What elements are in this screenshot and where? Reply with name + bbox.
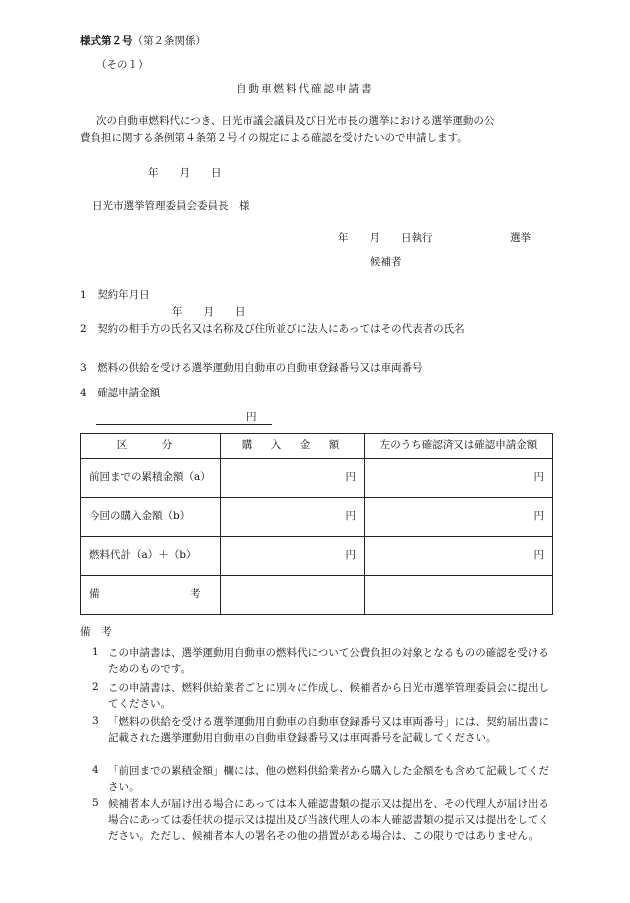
application-date: 年 月 日	[148, 167, 222, 179]
remark-number: 4	[92, 764, 99, 776]
remarks-title: 備 考	[80, 626, 112, 638]
item-label: 燃料の供給を受ける選挙運動用自動車の自動車登録番号又は車両番号	[97, 362, 423, 374]
item-label: 契約年月日	[97, 289, 150, 301]
item-label: 確認申請金額	[97, 387, 161, 399]
header-category: 区 分	[81, 434, 221, 459]
remark-text: この申請書は、燃料供給業者ごとに別々に作成し、候補者から日光市選挙管理委員会に提出してください。	[108, 682, 549, 710]
header-purchase-amount: 購 入 金 額	[221, 434, 365, 459]
item-3	[80, 361, 423, 376]
intro-line-2: 費負担に関する条例第４条第２号イの規定による確認を受けたいので申請します。	[80, 132, 468, 144]
confirmed-amount-cell[interactable]: 円	[365, 459, 553, 498]
form-relation: （第２条関係）	[132, 35, 206, 47]
item-number: 1	[80, 289, 87, 301]
intro-line-1: 次の自動車燃料代につき、日光市議会議員及び日光市長の選挙における選挙運動の公	[96, 115, 495, 127]
table-row	[81, 459, 553, 498]
remark-number: 3	[92, 715, 99, 727]
remark-text: この申請書は、選挙運動用自動車の燃料代について公費負担の対象となるものの確認を受けるためのものです。	[108, 647, 549, 675]
form-number: 様式第２号	[80, 35, 133, 47]
row-label: 今回の購入金額（b）	[81, 498, 221, 537]
remark-number: 1	[92, 646, 99, 658]
table-row	[81, 537, 553, 576]
election-date: 年 月 日執行	[338, 232, 433, 244]
election-name: 選挙	[510, 232, 531, 244]
candidate-label: 候補者	[370, 256, 402, 268]
table-header-row	[81, 434, 553, 459]
remark-text: 「前回までの累積金額」欄には、他の燃料供給業者から購入した金額をも含めて記載してください。	[108, 765, 549, 793]
purchase-amount-cell[interactable]: 円	[221, 498, 365, 537]
amount-unit: 円	[246, 411, 257, 423]
remarks-cell[interactable]	[221, 576, 365, 615]
remarks-cell[interactable]	[365, 576, 553, 615]
form-header	[80, 34, 206, 49]
form-part: （その１）	[96, 59, 149, 71]
item-2	[80, 322, 465, 337]
item-number: 4	[80, 387, 87, 399]
item-1	[80, 288, 150, 303]
item-4	[80, 386, 160, 401]
purchase-amount-cell[interactable]: 円	[221, 537, 365, 576]
remark-number: 2	[92, 681, 99, 693]
remark-number: 5	[92, 797, 99, 809]
row-label: 燃料代計（a）＋（b）	[81, 537, 221, 576]
row-label: 備 考	[81, 576, 221, 615]
table-row	[81, 498, 553, 537]
row-label: 前回までの累積金額（a）	[81, 459, 221, 498]
confirmed-amount-cell[interactable]: 円	[365, 537, 553, 576]
table-row-remarks	[81, 576, 553, 615]
contract-date: 年 月 日	[172, 306, 246, 318]
item-number: 2	[80, 323, 87, 335]
item-number: 3	[80, 362, 87, 374]
remark-text: 「燃料の供給を受ける選挙運動用自動車の自動車登録番号又は車両番号」には、契約届出書に記載された選挙運動用自動車の自動車登録番号又は車両番号を記載してください。	[108, 716, 549, 744]
remark-text: 候補者本人が届け出る場合にあっては本人確認書類の提示又は提出を、その代理人が届け出る場合にあっては委任状の提示又は提出及び当該代理人の本人確認書類の提示又は提出をしてください。ただし、候補者本人の署名その他の措置がある場合は、この限りではありません。	[108, 798, 549, 842]
item-label: 契約の相手方の氏名又は名称及び住所並びに法人にあってはその代表者の氏名	[97, 323, 465, 335]
amount-table	[80, 433, 553, 615]
purchase-amount-cell[interactable]: 円	[221, 459, 365, 498]
header-confirmed-amount: 左のうち確認済又は確認申請金額	[365, 434, 553, 459]
addressee: 日光市選挙管理委員会委員長 様	[92, 200, 250, 212]
document-title: 自動車燃料代確認申請書	[236, 83, 374, 95]
confirmed-amount-cell[interactable]: 円	[365, 498, 553, 537]
